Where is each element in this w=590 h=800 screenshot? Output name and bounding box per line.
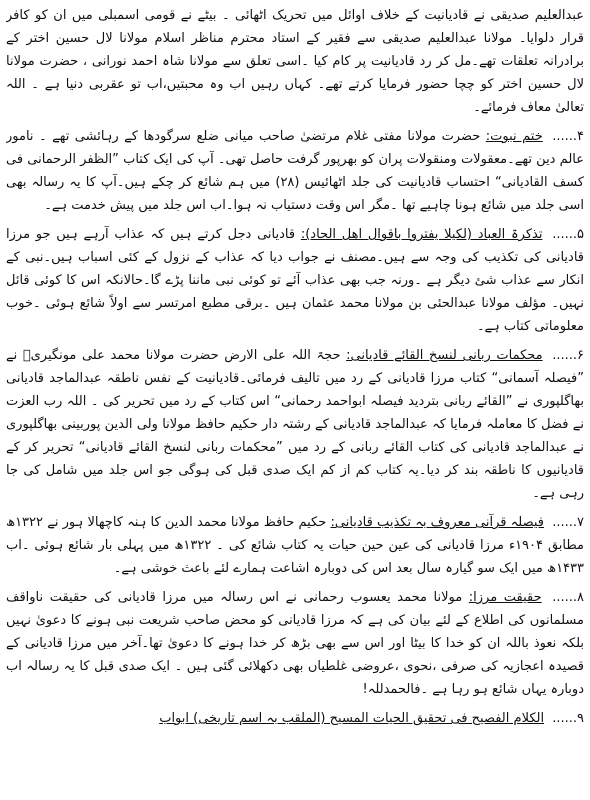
item-title: الکلام الفصیح فی تحقیق الحیات المسیح (الملقب بہ اسم تاریخی) ابواب <box>159 711 545 726</box>
item-title: محکمات ربانی لنسخ القائے قادیانی: <box>346 348 543 363</box>
list-item <box>6 707 584 730</box>
item-title: فیصلہ قرآنی معروف بہ تکذیب قادیانی: <box>330 515 545 530</box>
item-body: حضرت مولانا مفتی غلام مرتضیٰ صاحب میانی ضلع سرگودھا کے رہائشی تھے ۔ نامور عالم دین تھے۔معقولات ومنقولات پران کو بھرپور گرفت حاصل تھی۔ آپ کی ایک کتاب ”الظفر الرحمانی فی کسف القادیانی“ احتساب قادیانیت کی جلد اٹھائیس (۲۸) میں ہم شائع کر چکے ہیں۔آپ کا یہ رسالہ بھی اسی جلد میں شائع ہونا چاہیے تھا ۔مگر اس وقت دستیاب نہ ہوا۔اب اس جلد میں پیش خدمت ہے۔ <box>6 129 584 213</box>
item-title: ختم نبوت: <box>485 129 543 144</box>
item-number: ۴...... <box>552 129 584 144</box>
item-body: حجۃ اللہ علی الارض حضرت مولانا محمد علی مونگیریؒ نے ”فیصلہ آسمانی“ کتاب مرزا قادیانی کے رد میں تالیف فرمائی۔قادیانیت کے نفس ناطقہ عبدالماجد قادیانی بھاگلپوری نے ”القائے ربانی بتردید فیصلہ ابواحمد رحمانی“ اس کتاب کے رد میں تحریر کی ۔ اللہ رب العزت نے فضل کا معاملہ فرمایا کہ عبدالماجد قادیانی کے رشتہ دار حکیم حافظ مولانا ولی الدین پوربینی بھاگلپوری نے عبدالماجد قادیانی کی کتاب القائے ربانی کے رد میں ”محکمات ربانی لنسخ القائے قادیانی“ تحریر کر کے قادیانیوں کا ناطقہ بند کر دیا۔یہ کتاب کم از کم ایک صدی قبل کی ہوگی جو اس جلد میں شامل کی جا رہی ہے۔ <box>6 348 584 501</box>
document-page <box>6 4 584 796</box>
list-item <box>6 223 584 338</box>
list-item <box>6 125 584 217</box>
item-number: ۸...... <box>552 590 584 605</box>
item-number: ۵...... <box>552 227 584 242</box>
intro-paragraph: عبدالعلیم صدیقی نے قادیانیت کے خلاف اوائل میں تحریک اٹھائی ۔ بیٹے نے قومی اسمبلی میں ان کو کافر قرار دلوایا۔ مولانا عبدالعلیم صدیقی سے فقیر کے استاد محترم مناظر اسلام مولانا لال حسین اختر کے برادرانہ تعلقات تھے۔مل کر رد قادیانیت پر کام کیا ۔اسی تعلق سے مولانا شاہ احمد نورانی ، حضرت مولانا لال حسین اختر کو چچا حضور فرمایا کرتے تھے۔ کہاں رہیں اب وہ محبتیں،اب تو عقربی دنیا ہے ۔ اللہ تعالیٰ معاف فرمائے۔ <box>6 8 584 115</box>
item-number: ۹...... <box>552 711 584 726</box>
list-item <box>6 586 584 701</box>
item-body: مولانا محمد یعسوب رحمانی نے اس رسالہ میں مرزا قادیانی کی حقیقت ناواقف مسلمانوں کی اطلاع کے لئے بیان کی ہے کہ مرزا قادیانی کو محض صاحب شریعت نبی ہونے کا دعویٰ نہیں بلکہ نعوذ باللہ ان کو خدا کا بیٹا اور اس سے بھی بڑھ کر خدا ہونے کا دعویٰ تھا۔آخر میں مرزا قادیانی کے قصیدہ اعجازیہ کی صرفی ،نحوی ،عروضی غلطیاں بھی دکھلائی گئی ہیں ۔ ایک صدی قبل کا یہ رسالہ اب دوبارہ یہاں شائع ہو رہا ہے ۔فالحمدللہ! <box>6 590 584 697</box>
item-number: ۶...... <box>552 348 584 363</box>
item-body: قادیانی دجل کرتے ہیں کہ عذاب آرہے ہیں جو مرزا قادیانی کی تکذیب کی وجہ سے ہیں۔مصنف نے جواب دیا کہ عذاب کے نزول کے کئی اسباب ہیں۔نبی کے انکار سے عذاب شئ دیگر ہے ۔ورنہ جب بھی عذاب آئے تو کوئی نبی ماننا پڑے گا۔حالانکہ اس کا کوئی قائل نہیں۔ مؤلف مولانا عبدالحئی بن مولانا محمد عثمان ہیں ۔برقی مطبع امرتسر سے اولاً شائع ہوئی ۔خوب معلوماتی کتاب ہے۔ <box>6 227 584 334</box>
item-number: ۷...... <box>552 515 584 530</box>
list-item <box>6 344 584 505</box>
list-item <box>6 511 584 580</box>
item-body: حکیم حافظ مولانا محمد الدین کا ہنہ کاچھالا ہور نے ۱۳۲۲ھ مطابق ۱۹۰۴ء مرزا قادیانی کی عین حین حیات یہ کتاب شائع کی ۔ ۱۳۲۲ھ میں پہلی بار شائع ہوئی ۔اب ۱۴۳۳ھ میں ایک سو گیارہ سال بعد اس کی دوبارہ اشاعت ہمارے لئے باعث خوشی ہے۔ <box>6 515 584 576</box>
item-title: تذکرۃ العباد (لکیلا یفتروا باقوال اهل الحاد): <box>300 227 543 242</box>
item-title: حقیقت مرزا: <box>468 590 542 605</box>
